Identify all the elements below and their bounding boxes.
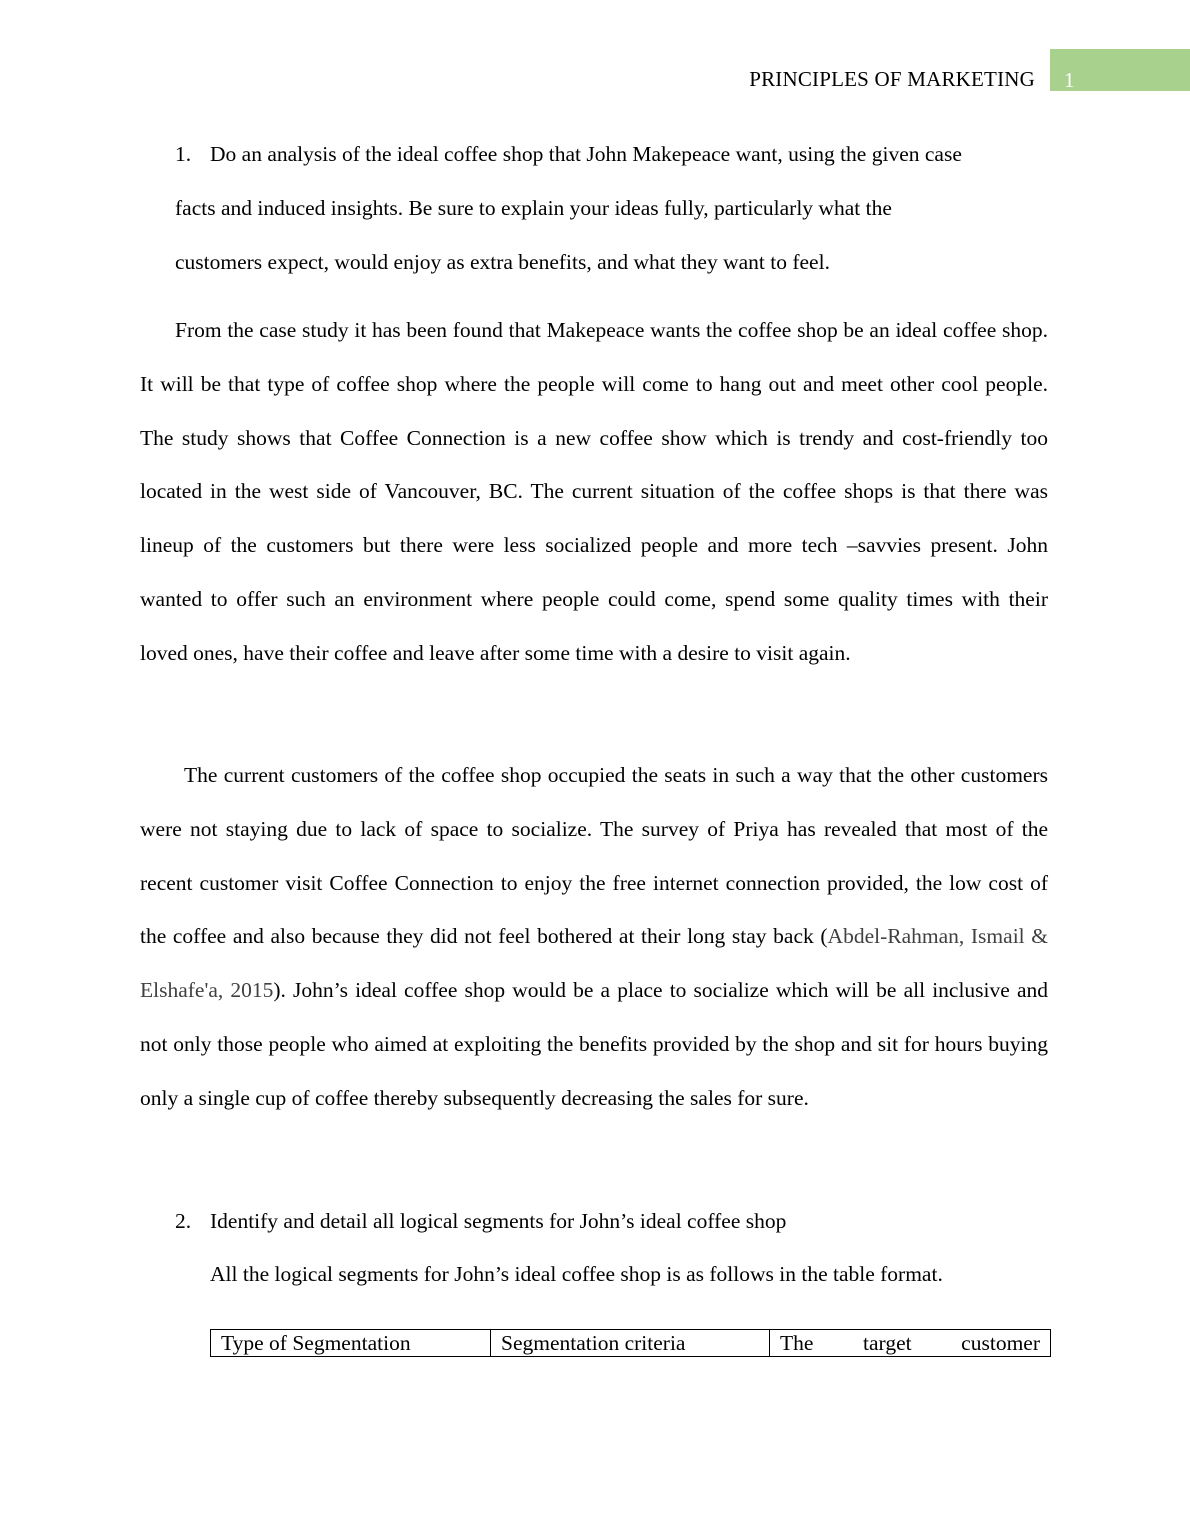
page-number: 1 bbox=[1064, 68, 1075, 92]
question-1-line-3: customers expect, would enjoy as extra benefits, and what they want to feel. bbox=[175, 250, 830, 274]
question-2-subtext: All the logical segments for John’s ideal coffee shop is as follows in the table format. bbox=[210, 1262, 943, 1286]
question-1-line-2: facts and induced insights. Be sure to explain your ideas fully, particularly what the bbox=[175, 196, 892, 220]
segmentation-table bbox=[210, 1329, 1051, 1357]
table-header-row bbox=[211, 1330, 1051, 1357]
table-header-type: Type of Segmentation bbox=[211, 1330, 491, 1357]
question-1-number: 1. bbox=[175, 142, 192, 166]
question-1-line-1: Do an analysis of the ideal coffee shop that John Makepeace want, using the given case bbox=[210, 142, 962, 166]
paragraph-2-text-after-citation: ). John’s ideal coffee shop would be a place to socialize which will be all inclusive and not only those people who aimed at exploiting the benefits provided by the shop and sit for hours buying only a single cup of coffee thereby subsequently decreasing the sales for sure. bbox=[140, 978, 1048, 1110]
table-header-criteria: Segmentation criteria bbox=[491, 1330, 770, 1357]
question-2-text: Identify and detail all logical segments for John’s ideal coffee shop bbox=[210, 1209, 787, 1233]
page-number-box bbox=[1050, 49, 1190, 91]
body-paragraph-1: From the case study it has been found that Makepeace wants the coffee shop be an ideal coffee shop. It will be that type of coffee shop where the people will come to hang out and meet other cool people. The study shows that Coffee Connection is a new coffee show which is trendy and cost-friendly too located in the west side of Vancouver, BC. The current situation of the coffee shops is that there was lineup of the customers but there were less socialized people and more tech –savvies present. John wanted to offer such an environment where people could come, spend some quality times with their loved ones, have their coffee and leave after some time with a desire to visit again. bbox=[140, 318, 1048, 665]
body-paragraph-2 bbox=[140, 749, 1048, 1126]
running-head-title: PRINCIPLES OF MARKETING bbox=[749, 67, 1035, 91]
question-2 bbox=[175, 1194, 786, 1248]
citation: Abdel-Rahman, Ismail & Elshafe'a, 2015 bbox=[140, 924, 1048, 1003]
question-2-number: 2. bbox=[175, 1209, 192, 1233]
table-header-target: The target customer bbox=[770, 1330, 1051, 1357]
question-1 bbox=[175, 127, 1035, 289]
paragraph-2-text-before-citation: The current customers of the coffee shop occupied the seats in such a way that the other customers were not staying due to lack of space to socialize. The survey of Priya has revealed that most of the recent customer visit Coffee Connection to enjoy the free internet connection provided, the low cost of the coffee and also because they did not feel bothered at their long stay back ( bbox=[140, 763, 1048, 949]
